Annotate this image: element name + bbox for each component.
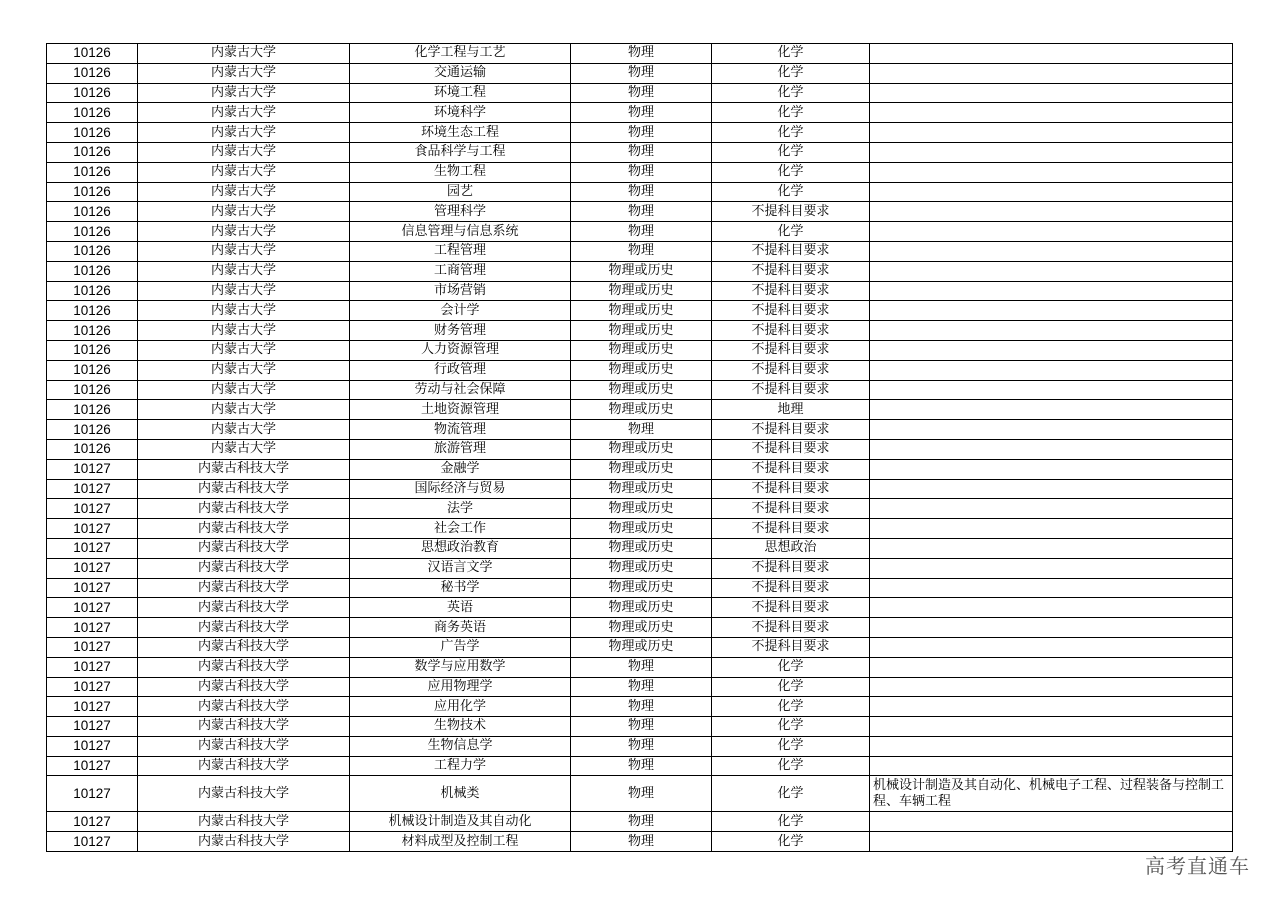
table-row	[47, 63, 1233, 83]
first-subject-cell: 物理或历史	[571, 281, 712, 301]
school-name-cell: 内蒙古科技大学	[138, 717, 350, 737]
school-code-cell: 10127	[47, 776, 138, 812]
school-code-cell: 10127	[47, 618, 138, 638]
school-code-cell: 10127	[47, 736, 138, 756]
school-code-cell: 10126	[47, 63, 138, 83]
first-subject-cell: 物理	[571, 162, 712, 182]
first-subject-cell: 物理	[571, 736, 712, 756]
table-row	[47, 281, 1233, 301]
second-subject-cell: 地理	[712, 400, 870, 420]
included-majors-cell	[870, 83, 1233, 103]
first-subject-cell: 物理	[571, 657, 712, 677]
second-subject-cell: 不提科目要求	[712, 321, 870, 341]
first-subject-cell: 物理或历史	[571, 618, 712, 638]
major-name-cell: 交通运输	[350, 63, 571, 83]
school-name-cell: 内蒙古科技大学	[138, 832, 350, 852]
school-name-cell: 内蒙古科技大学	[138, 697, 350, 717]
school-code-cell: 10127	[47, 657, 138, 677]
first-subject-cell: 物理	[571, 677, 712, 697]
second-subject-cell: 不提科目要求	[712, 360, 870, 380]
subject-requirements-table	[46, 43, 1233, 852]
second-subject-cell: 化学	[712, 657, 870, 677]
second-subject-cell: 化学	[712, 44, 870, 64]
included-majors-cell	[870, 439, 1233, 459]
major-name-cell: 英语	[350, 598, 571, 618]
table-row	[47, 657, 1233, 677]
school-code-cell: 10126	[47, 301, 138, 321]
school-code-cell: 10127	[47, 598, 138, 618]
major-name-cell: 食品科学与工程	[350, 142, 571, 162]
major-name-cell: 材料成型及控制工程	[350, 832, 571, 852]
school-code-cell: 10126	[47, 142, 138, 162]
school-code-cell: 10126	[47, 202, 138, 222]
first-subject-cell: 物理	[571, 697, 712, 717]
major-name-cell: 土地资源管理	[350, 400, 571, 420]
included-majors-cell	[870, 459, 1233, 479]
included-majors-cell	[870, 578, 1233, 598]
table-row	[47, 598, 1233, 618]
second-subject-cell: 不提科目要求	[712, 241, 870, 261]
table-row	[47, 677, 1233, 697]
major-name-cell: 环境工程	[350, 83, 571, 103]
school-code-cell: 10126	[47, 162, 138, 182]
first-subject-cell: 物理	[571, 182, 712, 202]
second-subject-cell: 化学	[712, 812, 870, 832]
school-name-cell: 内蒙古大学	[138, 420, 350, 440]
table-row	[47, 519, 1233, 539]
table-row	[47, 637, 1233, 657]
table-row	[47, 202, 1233, 222]
major-name-cell: 应用物理学	[350, 677, 571, 697]
first-subject-cell: 物理	[571, 776, 712, 812]
school-code-cell: 10127	[47, 717, 138, 737]
included-majors-cell	[870, 63, 1233, 83]
first-subject-cell: 物理	[571, 832, 712, 852]
second-subject-cell: 化学	[712, 697, 870, 717]
table-row	[47, 301, 1233, 321]
major-name-cell: 市场营销	[350, 281, 571, 301]
included-majors-cell	[870, 162, 1233, 182]
included-majors-cell	[870, 538, 1233, 558]
included-majors-cell	[870, 717, 1233, 737]
major-name-cell: 物流管理	[350, 420, 571, 440]
table-row	[47, 756, 1233, 776]
major-name-cell: 金融学	[350, 459, 571, 479]
major-name-cell: 会计学	[350, 301, 571, 321]
second-subject-cell: 不提科目要求	[712, 618, 870, 638]
first-subject-cell: 物理或历史	[571, 321, 712, 341]
second-subject-cell: 化学	[712, 182, 870, 202]
school-code-cell: 10126	[47, 400, 138, 420]
second-subject-cell: 不提科目要求	[712, 598, 870, 618]
first-subject-cell: 物理或历史	[571, 380, 712, 400]
table-row	[47, 776, 1233, 812]
table-row	[47, 340, 1233, 360]
school-name-cell: 内蒙古科技大学	[138, 459, 350, 479]
first-subject-cell: 物理或历史	[571, 400, 712, 420]
major-name-cell: 法学	[350, 499, 571, 519]
second-subject-cell: 不提科目要求	[712, 459, 870, 479]
school-name-cell: 内蒙古科技大学	[138, 499, 350, 519]
school-code-cell: 10126	[47, 420, 138, 440]
second-subject-cell: 不提科目要求	[712, 281, 870, 301]
major-name-cell: 机械类	[350, 776, 571, 812]
table-row	[47, 459, 1233, 479]
major-name-cell: 汉语言文学	[350, 558, 571, 578]
first-subject-cell: 物理或历史	[571, 439, 712, 459]
second-subject-cell: 化学	[712, 677, 870, 697]
first-subject-cell: 物理或历史	[571, 459, 712, 479]
school-name-cell: 内蒙古大学	[138, 202, 350, 222]
second-subject-cell: 不提科目要求	[712, 261, 870, 281]
included-majors-cell	[870, 321, 1233, 341]
second-subject-cell: 化学	[712, 63, 870, 83]
included-majors-cell	[870, 261, 1233, 281]
table-row	[47, 717, 1233, 737]
second-subject-cell: 化学	[712, 717, 870, 737]
school-name-cell: 内蒙古科技大学	[138, 538, 350, 558]
table-row	[47, 420, 1233, 440]
major-name-cell: 劳动与社会保障	[350, 380, 571, 400]
first-subject-cell: 物理	[571, 717, 712, 737]
school-code-cell: 10127	[47, 697, 138, 717]
included-majors-cell	[870, 202, 1233, 222]
school-name-cell: 内蒙古科技大学	[138, 677, 350, 697]
school-name-cell: 内蒙古大学	[138, 63, 350, 83]
table-row	[47, 812, 1233, 832]
first-subject-cell: 物理	[571, 44, 712, 64]
first-subject-cell: 物理或历史	[571, 519, 712, 539]
included-majors-cell	[870, 360, 1233, 380]
table-row	[47, 83, 1233, 103]
first-subject-cell: 物理	[571, 103, 712, 123]
second-subject-cell: 化学	[712, 776, 870, 812]
school-code-cell: 10126	[47, 123, 138, 143]
table-row	[47, 578, 1233, 598]
second-subject-cell: 化学	[712, 832, 870, 852]
school-code-cell: 10126	[47, 380, 138, 400]
major-name-cell: 财务管理	[350, 321, 571, 341]
school-name-cell: 内蒙古科技大学	[138, 558, 350, 578]
major-name-cell: 管理科学	[350, 202, 571, 222]
first-subject-cell: 物理	[571, 83, 712, 103]
school-code-cell: 10126	[47, 222, 138, 242]
included-majors-cell	[870, 123, 1233, 143]
school-name-cell: 内蒙古大学	[138, 400, 350, 420]
school-name-cell: 内蒙古大学	[138, 162, 350, 182]
school-name-cell: 内蒙古科技大学	[138, 598, 350, 618]
first-subject-cell: 物理或历史	[571, 360, 712, 380]
second-subject-cell: 不提科目要求	[712, 519, 870, 539]
major-name-cell: 机械设计制造及其自动化	[350, 812, 571, 832]
second-subject-cell: 化学	[712, 162, 870, 182]
table-row	[47, 697, 1233, 717]
school-name-cell: 内蒙古科技大学	[138, 618, 350, 638]
second-subject-cell: 不提科目要求	[712, 637, 870, 657]
included-majors-cell	[870, 499, 1233, 519]
major-name-cell: 思想政治教育	[350, 538, 571, 558]
included-majors-cell	[870, 479, 1233, 499]
included-majors-cell	[870, 637, 1233, 657]
included-majors-cell	[870, 281, 1233, 301]
included-majors-cell	[870, 44, 1233, 64]
school-name-cell: 内蒙古科技大学	[138, 736, 350, 756]
school-name-cell: 内蒙古科技大学	[138, 812, 350, 832]
table-row	[47, 321, 1233, 341]
included-majors-cell	[870, 241, 1233, 261]
included-majors-cell	[870, 519, 1233, 539]
second-subject-cell: 化学	[712, 756, 870, 776]
included-majors-cell	[870, 380, 1233, 400]
second-subject-cell: 化学	[712, 123, 870, 143]
school-name-cell: 内蒙古大学	[138, 321, 350, 341]
school-code-cell: 10126	[47, 281, 138, 301]
table-row	[47, 439, 1233, 459]
school-name-cell: 内蒙古科技大学	[138, 657, 350, 677]
major-name-cell: 工商管理	[350, 261, 571, 281]
first-subject-cell: 物理或历史	[571, 261, 712, 281]
major-name-cell: 生物技术	[350, 717, 571, 737]
school-name-cell: 内蒙古大学	[138, 380, 350, 400]
second-subject-cell: 化学	[712, 222, 870, 242]
school-name-cell: 内蒙古大学	[138, 340, 350, 360]
school-code-cell: 10126	[47, 439, 138, 459]
first-subject-cell: 物理	[571, 63, 712, 83]
school-code-cell: 10126	[47, 103, 138, 123]
included-majors-cell	[870, 697, 1233, 717]
school-code-cell: 10127	[47, 479, 138, 499]
school-name-cell: 内蒙古科技大学	[138, 578, 350, 598]
included-majors-cell	[870, 736, 1233, 756]
first-subject-cell: 物理或历史	[571, 499, 712, 519]
included-majors-cell	[870, 420, 1233, 440]
included-majors-cell	[870, 812, 1233, 832]
second-subject-cell: 化学	[712, 83, 870, 103]
school-code-cell: 10127	[47, 637, 138, 657]
major-name-cell: 信息管理与信息系统	[350, 222, 571, 242]
major-name-cell: 商务英语	[350, 618, 571, 638]
school-name-cell: 内蒙古大学	[138, 103, 350, 123]
table-row	[47, 44, 1233, 64]
school-name-cell: 内蒙古大学	[138, 439, 350, 459]
major-name-cell: 工程力学	[350, 756, 571, 776]
school-code-cell: 10127	[47, 519, 138, 539]
school-code-cell: 10127	[47, 812, 138, 832]
school-name-cell: 内蒙古大学	[138, 222, 350, 242]
first-subject-cell: 物理或历史	[571, 340, 712, 360]
table-body	[47, 44, 1233, 852]
major-name-cell: 园艺	[350, 182, 571, 202]
first-subject-cell: 物理或历史	[571, 479, 712, 499]
table-row	[47, 360, 1233, 380]
school-code-cell: 10126	[47, 321, 138, 341]
school-code-cell: 10127	[47, 756, 138, 776]
school-code-cell: 10127	[47, 832, 138, 852]
school-name-cell: 内蒙古科技大学	[138, 776, 350, 812]
table-row	[47, 832, 1233, 852]
first-subject-cell: 物理	[571, 241, 712, 261]
table-row	[47, 400, 1233, 420]
table-row	[47, 162, 1233, 182]
school-code-cell: 10126	[47, 340, 138, 360]
included-majors-cell	[870, 142, 1233, 162]
second-subject-cell: 不提科目要求	[712, 301, 870, 321]
included-majors-cell	[870, 598, 1233, 618]
school-code-cell: 10127	[47, 459, 138, 479]
watermark: 高考直通车	[1145, 854, 1250, 878]
table-row	[47, 538, 1233, 558]
school-name-cell: 内蒙古科技大学	[138, 519, 350, 539]
school-name-cell: 内蒙古科技大学	[138, 637, 350, 657]
school-code-cell: 10126	[47, 44, 138, 64]
included-majors-cell	[870, 618, 1233, 638]
first-subject-cell: 物理	[571, 142, 712, 162]
second-subject-cell: 化学	[712, 736, 870, 756]
first-subject-cell: 物理	[571, 202, 712, 222]
table-row	[47, 380, 1233, 400]
included-majors-cell	[870, 301, 1233, 321]
second-subject-cell: 不提科目要求	[712, 420, 870, 440]
first-subject-cell: 物理	[571, 123, 712, 143]
included-majors-cell	[870, 832, 1233, 852]
first-subject-cell: 物理	[571, 756, 712, 776]
second-subject-cell: 不提科目要求	[712, 380, 870, 400]
second-subject-cell: 不提科目要求	[712, 558, 870, 578]
school-code-cell: 10127	[47, 538, 138, 558]
table-row	[47, 182, 1233, 202]
included-majors-cell	[870, 400, 1233, 420]
major-name-cell: 广告学	[350, 637, 571, 657]
included-majors-cell	[870, 182, 1233, 202]
second-subject-cell: 不提科目要求	[712, 499, 870, 519]
first-subject-cell: 物理或历史	[571, 301, 712, 321]
major-name-cell: 环境生态工程	[350, 123, 571, 143]
major-name-cell: 旅游管理	[350, 439, 571, 459]
school-code-cell: 10127	[47, 558, 138, 578]
table-row	[47, 261, 1233, 281]
first-subject-cell: 物理或历史	[571, 637, 712, 657]
table-row	[47, 499, 1233, 519]
first-subject-cell: 物理	[571, 420, 712, 440]
major-name-cell: 应用化学	[350, 697, 571, 717]
school-code-cell: 10127	[47, 578, 138, 598]
included-majors-cell	[870, 103, 1233, 123]
second-subject-cell: 化学	[712, 142, 870, 162]
major-name-cell: 秘书学	[350, 578, 571, 598]
included-majors-cell	[870, 222, 1233, 242]
second-subject-cell: 不提科目要求	[712, 439, 870, 459]
school-code-cell: 10126	[47, 241, 138, 261]
table-row	[47, 736, 1233, 756]
included-majors-cell	[870, 677, 1233, 697]
major-name-cell: 国际经济与贸易	[350, 479, 571, 499]
school-name-cell: 内蒙古大学	[138, 281, 350, 301]
school-name-cell: 内蒙古大学	[138, 182, 350, 202]
school-name-cell: 内蒙古大学	[138, 241, 350, 261]
school-code-cell: 10126	[47, 83, 138, 103]
second-subject-cell: 化学	[712, 103, 870, 123]
included-majors-cell	[870, 756, 1233, 776]
first-subject-cell: 物理或历史	[571, 598, 712, 618]
first-subject-cell: 物理	[571, 812, 712, 832]
major-name-cell: 行政管理	[350, 360, 571, 380]
major-name-cell: 社会工作	[350, 519, 571, 539]
school-code-cell: 10126	[47, 182, 138, 202]
school-code-cell: 10126	[47, 360, 138, 380]
school-code-cell: 10127	[47, 677, 138, 697]
school-name-cell: 内蒙古大学	[138, 83, 350, 103]
second-subject-cell: 不提科目要求	[712, 340, 870, 360]
included-majors-cell	[870, 558, 1233, 578]
school-name-cell: 内蒙古大学	[138, 261, 350, 281]
first-subject-cell: 物理或历史	[571, 578, 712, 598]
school-name-cell: 内蒙古大学	[138, 360, 350, 380]
school-name-cell: 内蒙古科技大学	[138, 479, 350, 499]
included-majors-cell: 机械设计制造及其自动化、机械电子工程、过程装备与控制工程、车辆工程	[870, 776, 1233, 812]
school-code-cell: 10127	[47, 499, 138, 519]
second-subject-cell: 不提科目要求	[712, 578, 870, 598]
table-row	[47, 618, 1233, 638]
major-name-cell: 生物工程	[350, 162, 571, 182]
major-name-cell: 人力资源管理	[350, 340, 571, 360]
first-subject-cell: 物理	[571, 222, 712, 242]
school-code-cell: 10126	[47, 261, 138, 281]
table-row	[47, 479, 1233, 499]
major-name-cell: 环境科学	[350, 103, 571, 123]
table-row	[47, 558, 1233, 578]
table-row	[47, 241, 1233, 261]
table-row	[47, 123, 1233, 143]
table-row	[47, 103, 1233, 123]
included-majors-cell	[870, 657, 1233, 677]
major-name-cell: 工程管理	[350, 241, 571, 261]
major-name-cell: 化学工程与工艺	[350, 44, 571, 64]
first-subject-cell: 物理或历史	[571, 558, 712, 578]
second-subject-cell: 不提科目要求	[712, 479, 870, 499]
school-name-cell: 内蒙古大学	[138, 44, 350, 64]
major-name-cell: 生物信息学	[350, 736, 571, 756]
school-name-cell: 内蒙古大学	[138, 142, 350, 162]
table-row	[47, 142, 1233, 162]
school-name-cell: 内蒙古大学	[138, 123, 350, 143]
table-row	[47, 222, 1233, 242]
school-name-cell: 内蒙古科技大学	[138, 756, 350, 776]
first-subject-cell: 物理或历史	[571, 538, 712, 558]
second-subject-cell: 思想政治	[712, 538, 870, 558]
major-name-cell: 数学与应用数学	[350, 657, 571, 677]
included-majors-cell	[870, 340, 1233, 360]
school-name-cell: 内蒙古大学	[138, 301, 350, 321]
second-subject-cell: 不提科目要求	[712, 202, 870, 222]
